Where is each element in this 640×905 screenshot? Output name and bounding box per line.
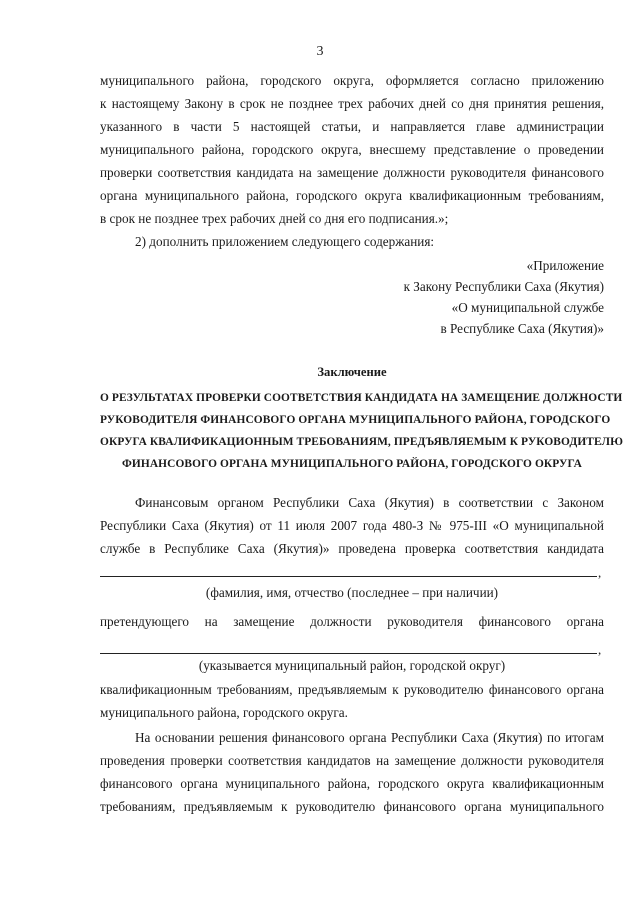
document-title: Заключение xyxy=(317,365,387,379)
appendix-header-line-3: «О муниципальной службе xyxy=(451,300,604,315)
body2-line-2: муниципального района, городского округа. xyxy=(100,705,348,720)
subtitle-line-2: РУКОВОДИТЕЛЯ ФИНАНСОВОГО ОРГАНА МУНИЦИПАЛЬНОГО РАЙОНА, ГОРОДСКОГО xyxy=(100,414,611,426)
appendix-header-line-2: к Закону Республики Саха (Якутия) xyxy=(403,279,604,294)
fill-line-fio xyxy=(100,576,597,577)
subtitle-line-3: ОКРУГА КВАЛИФИКАЦИОННЫМ ТРЕБОВАНИЯМ, ПРЕДЪЯВЛЯЕМЫМ К РУКОВОДИТЕЛЮ xyxy=(100,436,624,448)
body1-line-3: службе в Республике Саха (Якутия)» проведена проверка соответствия кандидата xyxy=(100,541,604,556)
fill-line-district-comma: , xyxy=(598,642,602,657)
subtitle-line-4: ФИНАНСОВОГО ОРГАНА МУНИЦИПАЛЬНОГО РАЙОНА, ГОРОДСКОГО ОКРУГА xyxy=(122,458,582,470)
subtitle-line-1: О РЕЗУЛЬТАТАХ ПРОВЕРКИ СООТВЕТСТВИЯ КАНДИДАТА НА ЗАМЕЩЕНИЕ ДОЛЖНОСТИ xyxy=(100,392,623,404)
pretend-line: претендующего на замещение должности руководителя финансового органа xyxy=(100,614,604,629)
para1-line-2: к настоящему Закону в срок не позднее трех рабочих дней со дня принятия решения, xyxy=(100,96,604,111)
page-number: 3 xyxy=(316,44,324,59)
para1-line-4: муниципального района, городского округа, внесшему представление о проведении xyxy=(100,142,604,157)
body1-line-2: Республики Саха (Якутия) от 11 июля 2007 года 480-З № 975-III «О муниципальной xyxy=(100,518,604,533)
hint-fio: (фамилия, имя, отчество (последнее – при наличии) xyxy=(205,585,499,600)
body3-line-2: проведения проверки соответствия кандидатов на замещение должности руководителя xyxy=(100,753,604,768)
body1-line-1: Финансовым органом Республики Саха (Якутия) в соответствии с Законом xyxy=(135,495,604,510)
body2-line-1: квалификационным требованиям, предъявляемым к руководителю финансового органа xyxy=(100,682,604,697)
fill-line-district xyxy=(100,653,597,654)
para1-line-5: проверки соответствия кандидата на замещение должности руководителя финансового xyxy=(100,165,604,180)
para1-line-7: в срок не позднее трех рабочих дней со дня его подписания.»; xyxy=(100,211,449,226)
hint-district: (указывается муниципальный район, городской округ) xyxy=(198,658,506,673)
body3-line-1: На основании решения финансового органа Республики Саха (Якутия) по итогам xyxy=(135,730,604,745)
fill-line-fio-comma: , xyxy=(598,565,602,580)
body3-line-3: финансового органа муниципального района, городского округа квалификационным xyxy=(100,776,604,791)
body3-line-4: требованиям, предъявляемым к руководителю финансового органа муниципального xyxy=(100,799,604,814)
appendix-header-line-4: в Республике Саха (Якутия)» xyxy=(440,321,604,336)
para1-line-6: органа муниципального района, городского округа квалификационным требованиям, xyxy=(100,188,604,203)
item-2: 2) дополнить приложением следующего содержания: xyxy=(135,234,435,249)
para1-line-1: муниципального района, городского округа, оформляется согласно приложению xyxy=(100,73,604,88)
para1-line-3: указанного в части 5 настоящей статьи, и направляется главе администрации xyxy=(100,119,604,134)
appendix-header-line-1: «Приложение xyxy=(526,258,604,273)
